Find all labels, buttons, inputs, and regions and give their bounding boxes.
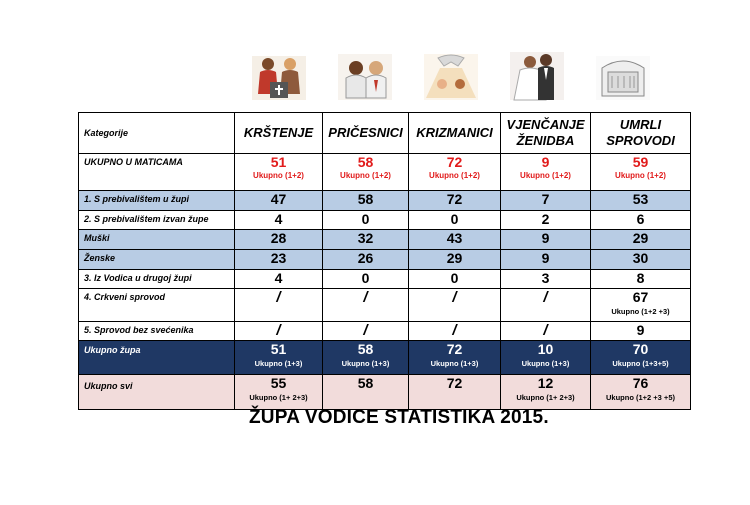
table-cell: 29 — [409, 250, 501, 270]
table-cell: 9 — [501, 250, 591, 270]
table-cell: 58 — [323, 191, 409, 211]
table-cell: 58 — [323, 375, 409, 410]
table-cell: 0 — [323, 270, 409, 289]
ukupno-svi-row — [79, 375, 691, 410]
row-label: 5. Sprovod bez svećenika — [79, 322, 235, 341]
ukupno-u-maticama-row — [79, 154, 691, 191]
table-cell: 2 — [501, 211, 591, 230]
table-row — [79, 289, 691, 322]
icon-strip — [0, 48, 750, 110]
table-cell: 32 — [323, 230, 409, 250]
row-label: 3. Iz Vodica u drugoj župi — [79, 270, 235, 289]
total-cell: 51 Ukupno (1+2) — [235, 154, 323, 191]
header-kategorije: Kategorije — [79, 113, 235, 154]
table-cell: 0 — [409, 270, 501, 289]
statistics-table — [78, 112, 691, 410]
table-cell: / — [409, 289, 501, 322]
table-cell: 0 — [409, 211, 501, 230]
table-cell: / — [501, 322, 591, 341]
table-cell: 10 Ukupno (1+3) — [501, 341, 591, 375]
table-cell: 9 — [501, 230, 591, 250]
table-cell: 7 — [501, 191, 591, 211]
row-label: Ukupno župa — [79, 341, 235, 375]
table-cell: / — [235, 322, 323, 341]
table-cell: 26 — [323, 250, 409, 270]
table-row — [79, 270, 691, 289]
total-cell: 72 Ukupno (1+2) — [409, 154, 501, 191]
ukupno-zupa-row — [79, 341, 691, 375]
table-cell: 28 — [235, 230, 323, 250]
row-label: 4. Crkveni sprovod — [79, 289, 235, 322]
table-cell: 12 Ukupno (1+ 2+3) — [501, 375, 591, 410]
header-vjencanje: VJENČANJE ŽENIDBA — [501, 113, 591, 154]
table-cell: / — [235, 289, 323, 322]
total-cell: 59 Ukupno (1+2) — [591, 154, 691, 191]
header-umrli: UMRLI SPROVODI — [591, 113, 691, 154]
table-cell: 70 Ukupno (1+3+5) — [591, 341, 691, 375]
table-cell: 47 — [235, 191, 323, 211]
header-krstenje: KRŠTENJE — [235, 113, 323, 154]
page-title: ŽUPA VODICE STATISTIKA 2015. — [249, 407, 549, 428]
row-label: Ženske — [79, 250, 235, 270]
header-pricesnici: PRIČESNICI — [323, 113, 409, 154]
header-row — [79, 113, 691, 154]
table-cell: 43 — [409, 230, 501, 250]
row-label: Ukupno svi — [79, 375, 235, 410]
table-cell: 72 — [409, 375, 501, 410]
table-cell: 8 — [591, 270, 691, 289]
table-cell: 6 — [591, 211, 691, 230]
funeral-icon — [592, 48, 654, 104]
total-cell: 58 Ukupno (1+2) — [323, 154, 409, 191]
communion-icon — [334, 48, 396, 104]
table-cell: 72 Ukupno (1+3) — [409, 341, 501, 375]
table-row — [79, 191, 691, 211]
table-row — [79, 211, 691, 230]
table-cell: / — [501, 289, 591, 322]
row-label: UKUPNO U MATICAMA — [79, 154, 235, 191]
table-row — [79, 230, 691, 250]
table-cell: 53 — [591, 191, 691, 211]
table-cell: 3 — [501, 270, 591, 289]
table-cell: / — [323, 289, 409, 322]
confirmation-icon — [420, 48, 482, 104]
table-cell: / — [323, 322, 409, 341]
table-cell: 76 Ukupno (1+2 +3 +5) — [591, 375, 691, 410]
table-cell: 51 Ukupno (1+3) — [235, 341, 323, 375]
table-row — [79, 322, 691, 341]
table-cell: 0 — [323, 211, 409, 230]
header-krizmanici: KRIZMANICI — [409, 113, 501, 154]
total-cell: 9 Ukupno (1+2) — [501, 154, 591, 191]
wedding-icon — [506, 48, 568, 104]
table-cell: 55 Ukupno (1+ 2+3) — [235, 375, 323, 410]
row-label: 2. S prebivalištem izvan župe — [79, 211, 235, 230]
table-cell: 67 Ukupno (1+2 +3) — [591, 289, 691, 322]
table-row — [79, 250, 691, 270]
table-cell: 58 Ukupno (1+3) — [323, 341, 409, 375]
table-cell: 4 — [235, 211, 323, 230]
table-cell: 23 — [235, 250, 323, 270]
table-cell: 72 — [409, 191, 501, 211]
row-label: 1. S prebivalištem u župi — [79, 191, 235, 211]
row-label: Muški — [79, 230, 235, 250]
table-cell: 30 — [591, 250, 691, 270]
table-cell: 4 — [235, 270, 323, 289]
table-cell: 29 — [591, 230, 691, 250]
table-cell: 9 — [591, 322, 691, 341]
baptism-icon — [248, 48, 310, 104]
table-cell: / — [409, 322, 501, 341]
